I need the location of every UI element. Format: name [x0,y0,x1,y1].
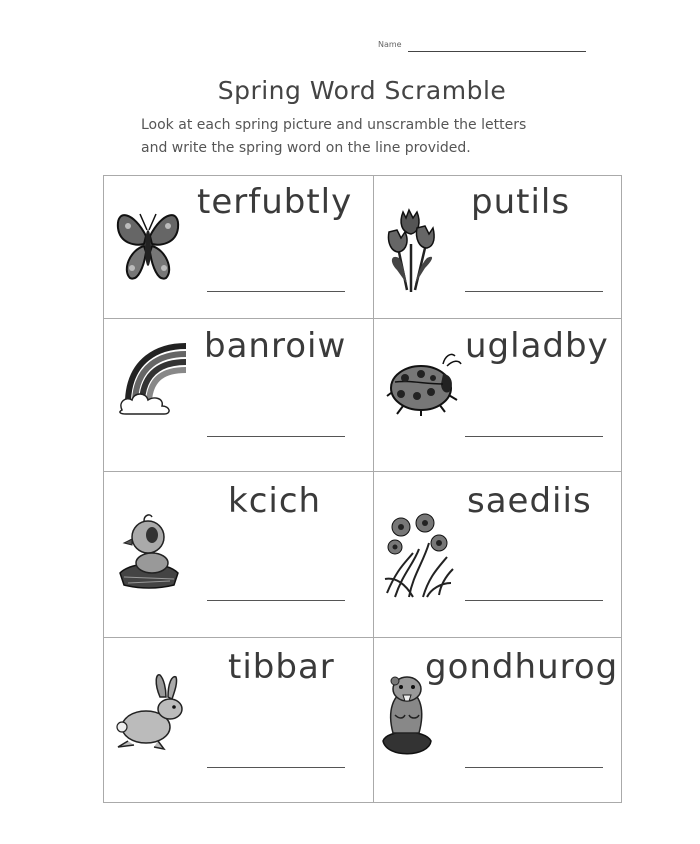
scramble-cell [373,471,623,637]
name-line[interactable] [408,51,586,52]
scramble-cell [373,318,623,471]
scrambled-word: banroiw [204,326,347,366]
instructions-line-1: Look at each spring picture and unscramble the letters [141,117,527,133]
scrambled-word: ugladby [465,326,609,366]
butterfly-icon [114,206,182,286]
tulips-icon [387,204,437,294]
answer-line[interactable] [207,436,345,437]
rabbit-icon [114,673,188,753]
scramble-cell [373,637,623,804]
daisies-icon [383,513,455,599]
name-field [378,40,588,54]
answer-line[interactable] [465,600,603,601]
answer-line[interactable] [465,436,603,437]
scrambled-word: gondhurog [425,647,619,687]
ladybug-icon [385,350,465,416]
scrambled-word: kcich [228,481,322,521]
scramble-cell [373,176,623,318]
scrambled-word: terfubtly [197,182,353,222]
instructions-line-2: and write the spring word on the line provided. [141,140,471,156]
scramble-grid [103,175,622,803]
rainbow-icon [118,340,188,416]
scramble-cell [104,176,373,318]
scrambled-word: saediis [467,481,592,521]
scramble-cell [104,471,373,637]
answer-line[interactable] [207,291,345,292]
name-label: Name [378,40,402,49]
scramble-cell [104,318,373,471]
scrambled-word: tibbar [228,647,335,687]
worksheet-title: Spring Word Scramble [217,76,507,105]
answer-line[interactable] [207,600,345,601]
answer-line[interactable] [207,767,345,768]
answer-line[interactable] [465,291,603,292]
chick-icon [114,507,184,589]
scramble-cell [104,637,373,804]
answer-line[interactable] [465,767,603,768]
scrambled-word: putils [471,182,571,222]
